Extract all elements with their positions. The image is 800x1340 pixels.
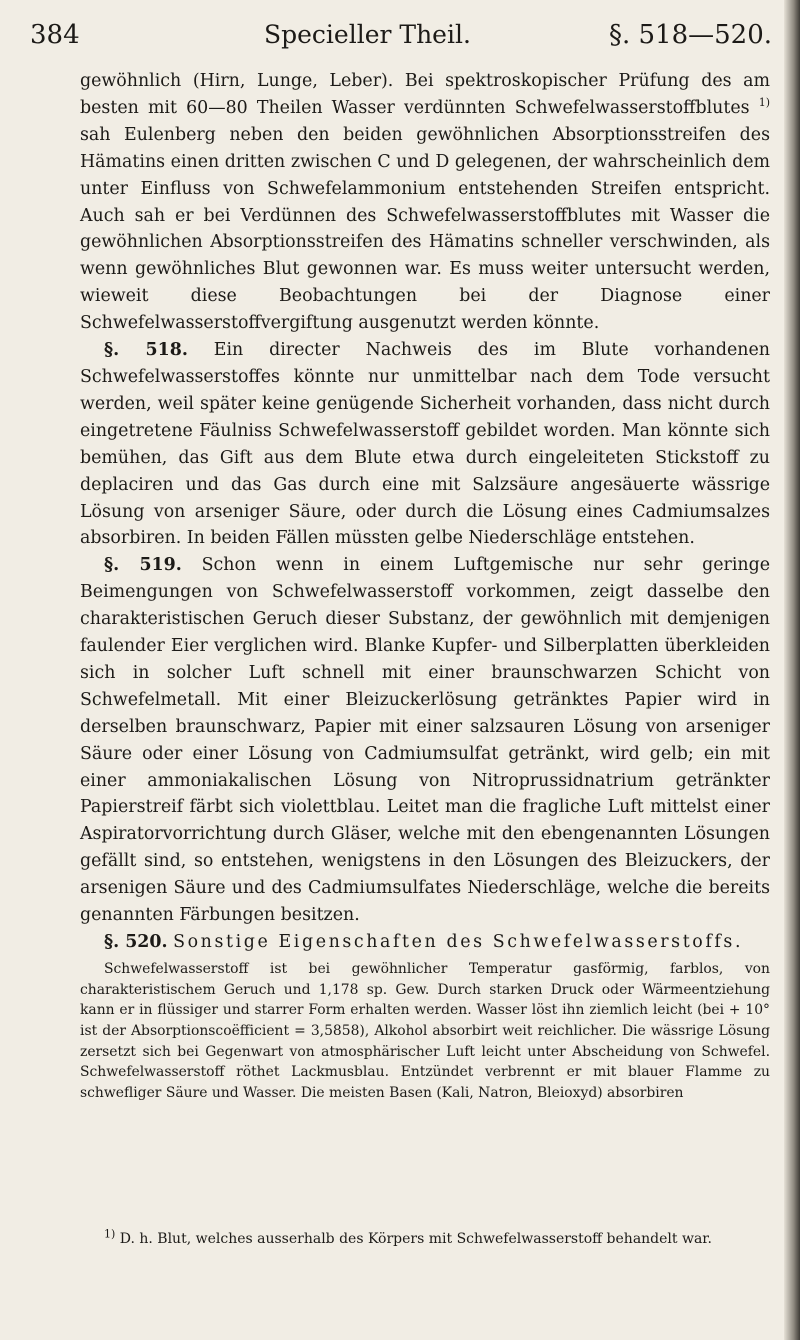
page-edge-shadow (784, 0, 800, 1340)
paragraph-continuation: gewöhnlich (Hirn, Lunge, Leber). Bei spektroskopischer Prüfung des am besten mit 60—80 Theilen Wasser verdünnten Schwefelwasserstoffblutes $^{1)}$ sah Eulenberg neben den beiden gewöhnlichen Absorptionsstreifen des Hämatins einen dritten zwischen C und D gelegenen, der wahrscheinlich dem unter Einfluss von Schwefelammonium entstehenden Streifen entspricht. Auch sah er bei Verdünnen des Schwefelwasserstoffblutes mit Wasser die gewöhnlichen Absorptionsstreifen des Hämatins schneller verschwinden, als wenn gewöhnliches Blut gewonnen war. Es muss weiter untersucht werden, wieweit diese Beobachtungen bei der Diagnose einer Schwefelwasserstoffvergiftung ausgenutzt werden könnte. (80, 71, 771, 334)
footnote (80, 1228, 770, 1250)
footnote-ref: 1) (758, 96, 771, 110)
running-title: Specieller Theil. (264, 20, 471, 49)
section-title-520: Sonstige Eigenschaften des Schwefelwasserstoffs. (173, 932, 744, 952)
footnote-text: D. h. Blut, welches ausserhalb des Körpers mit Schwefelwasserstoff behandelt war. (119, 1231, 712, 1247)
section-number-520: §. 520. (104, 932, 168, 952)
page-body (80, 68, 770, 1104)
small-print-block (80, 959, 770, 1104)
section-number-519: §. 519. (104, 555, 182, 576)
page-number: 384 (30, 20, 80, 50)
paragraph-518: §. 518. Ein directer Nachweis des im Blute vorhandenen Schwefelwasserstoffes könnte nur unmittelbar nach dem Tode versucht werden, weil später keine genügende Sicherheit vorhanden, dass nicht durch eingetretene Fäulniss Schwefelwasserstoff gebildet worden. Man könnte sich bemühen, das Gift aus dem Blute etwa durch eingeleiteten Stickstoff zu deplaciren und das Gas durch eine mit Salzsäure angesäuerte wässrige Lösung von arseniger Säure, oder durch die Lösung eines Cadmiumsalzes absorbiren. In beiden Fällen müssten gelbe Niederschläge entstehen. (80, 340, 770, 549)
footnote-mark: 1) (104, 1227, 116, 1241)
running-header (30, 20, 772, 56)
paragraph-520-small: Schwefelwasserstoff ist bei gewöhnlicher Temperatur gasförmig, farblos, von charakteristischem Geruch und 1,178 sp. Gew. Durch starken Druck oder Wärmeentziehung kann er in flüssiger und starrer Form erhalten werden. Wasser löst ihn ziemlich leicht (bei + 10° ist der Absorptionscoëfficient = 3,5858), Alkohol absorbirt weit reichlicher. Die wässrige Lösung zersetzt sich bei Gegenwart von atmosphärischer Luft leicht unter Abscheidung von Schwefel. Schwefelwasserstoff röthet Lackmusblau. Entzündet verbrennt er mit blauer Flamme zu schwefliger Säure und Wasser. Die meisten Basen (Kali, Natron, Bleioxyd) absorbiren (80, 960, 770, 1102)
paragraph-520-heading (80, 929, 770, 956)
paragraph-519: §. 519. Schon wenn in einem Luftgemische nur sehr geringe Beimengungen von Schwefelwasserstoff vorkommen, zeigt dasselbe den charakteristischen Geruch dieser Substanz, der gewöhnlich mit demjenigen faulender Eier verglichen wird. Blanke Kupfer- und Silberplatten überkleiden sich in solcher Luft schnell mit einer braunschwarzen Schicht von Schwefelmetall. Mit einer Bleizuckerlösung getränktes Papier wird in derselben braunschwarz, Papier mit einer salzsauren Lösung von arseniger Säure oder einer Lösung von Cadmiumsulfat getränkt, wird gelb; ein mit einer ammoniakalischen Lösung von Nitroprussidnatrium getränkter Papierstreif färbt sich violettblau. Leitet man die fragliche Luft mittelst einer Aspiratorvorrichtung durch Gläser, welche mit den ebengenannten Lösungen gefällt sind, so entstehen, wenigstens in den Lösungen des Bleizuckers, der arsenigen Säure und des Cadmiumsulfates Niederschläge, welche die bereits genannten Färbungen besitzen. (80, 555, 771, 926)
section-range: §. 518—520. (608, 20, 772, 50)
section-number-518: §. 518. (104, 340, 188, 361)
